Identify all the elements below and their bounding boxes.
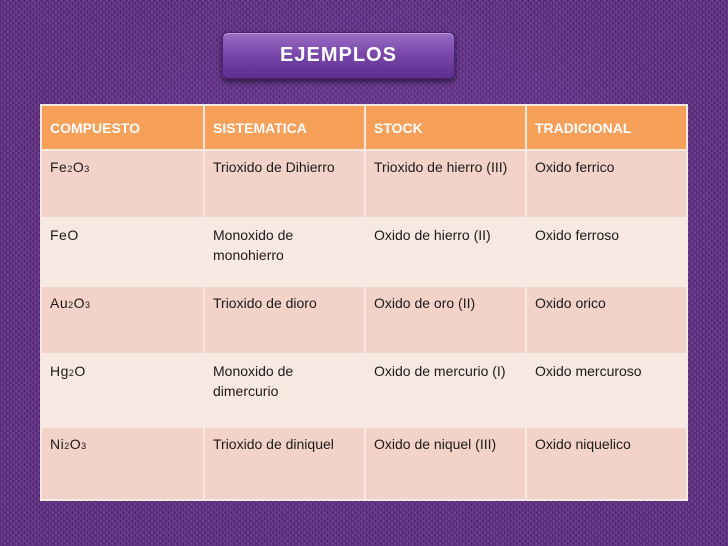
tradicional-cell: Oxido orico	[526, 286, 687, 354]
stock-cell: Oxido de oro (II)	[365, 286, 526, 354]
formula-subscript: 2	[68, 368, 75, 378]
stock-cell: Trioxido de hierro (III)	[365, 150, 526, 218]
title-box	[222, 32, 455, 79]
tradicional-cell: Oxido niquelico	[526, 427, 687, 500]
formula-cell	[41, 286, 204, 354]
stock-cell: Oxido de niquel (III)	[365, 427, 526, 500]
formula-subscript: 3	[85, 300, 91, 310]
table-row	[41, 286, 687, 354]
formula-part: Hg	[50, 363, 69, 379]
sistematica-cell: Monoxido de monohierro	[204, 218, 365, 286]
formula-subscript: 3	[84, 164, 90, 174]
formula-part: O	[72, 159, 85, 175]
stock-cell: Oxido de hierro (II)	[365, 218, 526, 286]
formula-cell	[41, 354, 204, 427]
header-stock: STOCK	[365, 105, 526, 150]
header-tradicional: TRADICIONAL	[526, 105, 687, 150]
header-sistematica: SISTEMATICA	[204, 105, 365, 150]
slide-title: EJEMPLOS	[280, 44, 397, 66]
formula-part: Fe	[50, 159, 68, 175]
formula-cell	[41, 427, 204, 500]
formula-part: FeO	[50, 227, 79, 243]
table-header-row	[41, 105, 687, 150]
formula-subscript: 2	[68, 300, 74, 310]
formula-cell	[41, 150, 204, 218]
formula-part: O	[69, 436, 82, 452]
table-row	[41, 427, 687, 500]
formula-part: O	[73, 295, 86, 311]
sistematica-cell: Trioxido de dioro	[204, 286, 365, 354]
sistematica-cell: Monoxido de dimercurio	[204, 354, 365, 427]
table-row	[41, 150, 687, 218]
sistematica-cell: Trioxido de Dihierro	[204, 150, 365, 218]
examples-table	[40, 104, 688, 501]
formula-part: Ni	[50, 436, 65, 452]
sistematica-cell: Trioxido de diniquel	[204, 427, 365, 500]
formula-subscript: 2	[67, 164, 73, 174]
stock-cell: Oxido de mercurio (I)	[365, 354, 526, 427]
header-compuesto: COMPUESTO	[41, 105, 204, 150]
formula-subscript: 3	[81, 441, 87, 451]
table-row	[41, 354, 687, 427]
formula-part: Au	[50, 295, 69, 311]
tradicional-cell: Oxido ferroso	[526, 218, 687, 286]
tradicional-cell: Oxido ferrico	[526, 150, 687, 218]
tradicional-cell: Oxido mercuroso	[526, 354, 687, 427]
formula-part: O	[74, 363, 86, 379]
formula-subscript: 2	[64, 441, 70, 451]
table-row	[41, 218, 687, 286]
formula-cell	[41, 218, 204, 286]
